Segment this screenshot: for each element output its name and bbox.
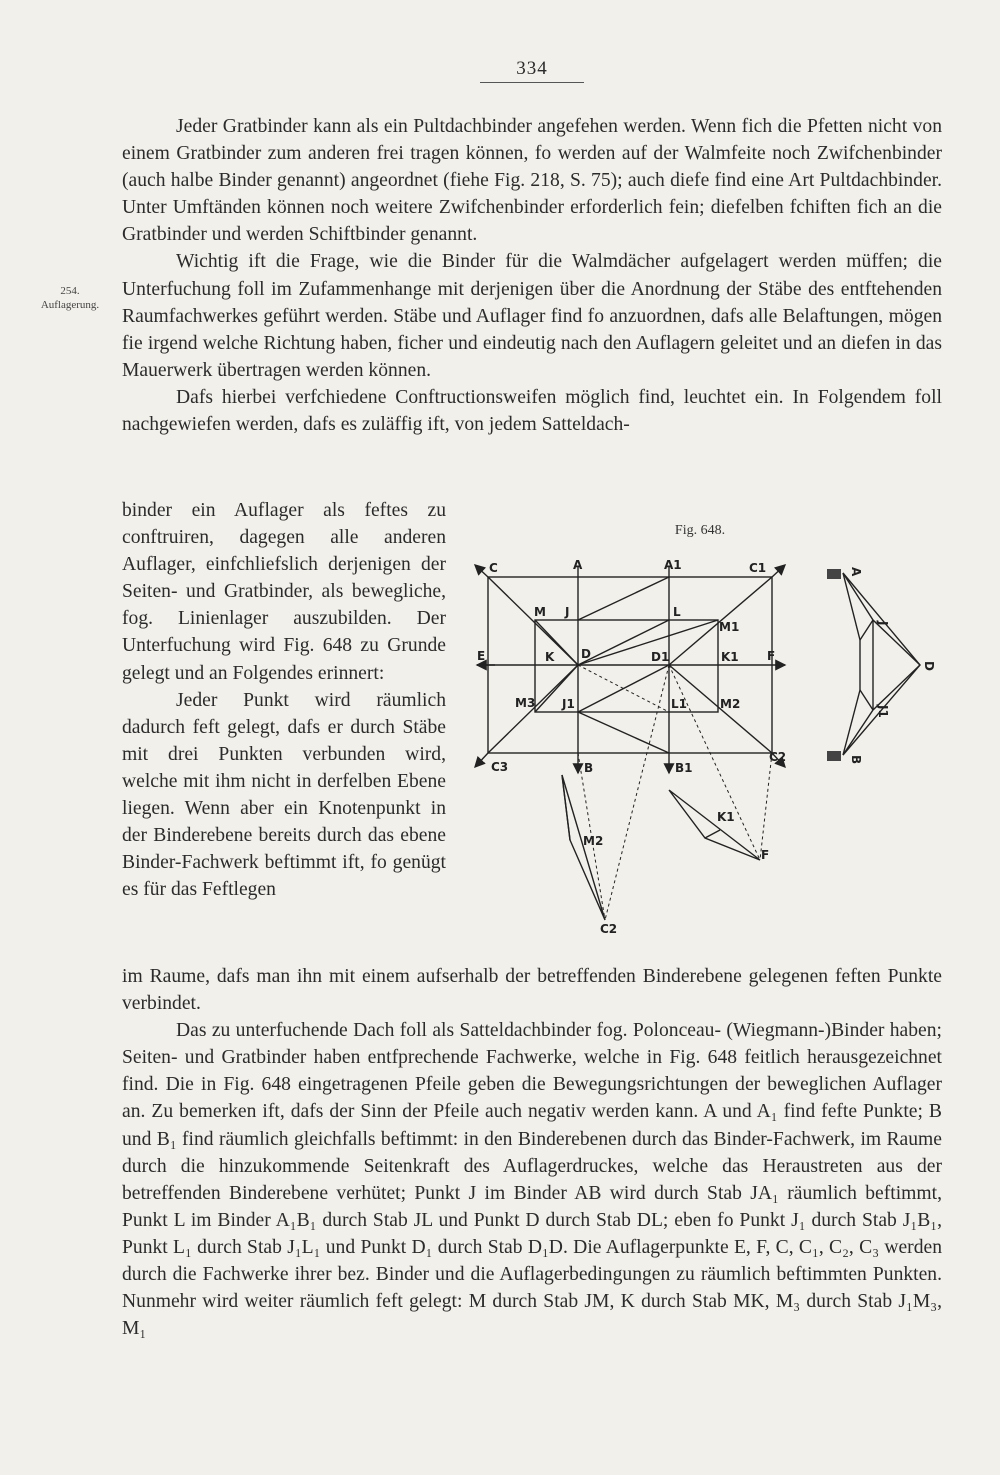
label-B1: B1 [675, 761, 693, 775]
label-D1: D1 [651, 650, 670, 664]
label-A: A [573, 558, 583, 572]
label-C1: C1 [749, 561, 767, 575]
label-M3: M3 [515, 696, 536, 710]
lower-truss-k1 [669, 790, 760, 860]
label-E: E [477, 649, 486, 663]
label-C3: C3 [491, 760, 509, 774]
label-C2: C2 [769, 750, 787, 764]
label-B: B [584, 761, 594, 775]
plan-view [475, 565, 785, 773]
side-label-B: B [849, 755, 863, 765]
side-truss-support-bottom [827, 751, 841, 761]
label-K1: K1 [721, 650, 739, 664]
lower-label-C2: C2 [600, 922, 618, 936]
side-label-J1: J1 [876, 705, 890, 718]
side-truss [843, 573, 920, 755]
side-label-D: D [922, 661, 936, 671]
label-M2: M2 [720, 697, 741, 711]
side-truss-support-top [827, 569, 841, 579]
label-L: L [673, 605, 681, 619]
label-A1: A1 [664, 558, 682, 572]
margin-note [20, 284, 120, 312]
label-M: M [534, 605, 546, 619]
margin-note-number: 254. [60, 285, 80, 297]
side-label-J: J [876, 621, 890, 626]
figure-caption: Fig. 648. [674, 523, 726, 538]
paragraph-auflagerung: Wichtig ift die Frage, wie die Binder für die Walmdächer aufgelagert werden müffen; die Unterfuchung foll im Zufammenhange mit derjenigen über die Anordnung der Stäbe des entftehenden Raumfachwerkes geführt werden. Stäbe und Auflager find fo anzuordnen, dafs alle Belaftungen, mögen fie irgend welche Richtung haben, ficher und eindeutig nach den Auflagern geleitet und an diefen in das Mauerwerk übertragen werden können. [122, 251, 942, 381]
side-label-A: A [849, 567, 863, 577]
lower-label-F: F [761, 848, 770, 862]
label-M1: M1 [719, 620, 740, 634]
label-J1: J1 [562, 697, 575, 711]
label-D: D [581, 647, 591, 661]
lower-label-K1: K1 [717, 810, 735, 824]
paragraph-constructionsweisen: Dafs hierbei verfchiedene Conftructionsweifen möglich find, leuchtet ein. In Folgendem foll nachgewiefen werden, dafs es zuläffig ift, von jedem Satteldach- [122, 386, 942, 436]
paragraph-polonceau: Das zu unterfuchende Dach foll als Satteldachbinder fog. Polonceau- (Wiegmann-)Binder haben; Seiten- und Gratbinder haben entfprechende Fachwerke, welche in Fig. 648 feitlich herausgezeichnet find. Die in Fig. 648 eingetragenen Pfeile geben die Bewegungsrichtungen der beweglichen Auflager an. Zu bemerken ift, dafs der Sinn der Pfeile auch negativ werden kann. A und A₁ find fefte Punkte; B und B₁ find räumlich gleichfalls beftimmt: in den Binderebenen durch das Binder-Fachwerk, im Raume durch die hinzukommende Seitenkraft des Auflagerdruckes, welche das Heraustreten aus der betreffenden Binderebene verhütet; Punkt J im Binder AB wird durch Stab JA₁ räumlich beftimmt, Punkt L im Binder A₁B₁ durch Stab JL und Punkt D durch Stab DL; eben fo Punkt J₁ durch Stab J₁B₁, Punkt L₁ durch Stab J₁L₁ und Punkt D₁ durch Stab D₁D. Die Auflagerpunkte E, F, C, C₁, C₂, C₃ werden durch die Fachwerke ihrer bez. Binder und die Auflagerbedingungen zu räumlich beftimmten Punkten. Nunmehr wird weiter räumlich feft gelegt: M durch Stab JM, K durch Stab MK, M₃ durch Stab J₁M₃, M₁ [122, 1020, 942, 1340]
left-text-column [122, 497, 446, 903]
label-J: J [565, 605, 570, 619]
margin-note-title: Auflagerung. [40, 299, 100, 311]
label-F: F [767, 649, 776, 663]
label-C: C [489, 561, 498, 575]
top-text-block [122, 113, 942, 438]
paragraph-gratbinder: Jeder Gratbinder kann als ein Pultdachbinder angefehen werden. Wenn fich die Pfetten nicht von einem Gratbinder zum anderen frei tragen können, fo werden auf der Walmfeite noch Zwifchenbinder (auch halbe Binder genannt) angeordnet (fiehe Fig. 218, S. 75); auch diefe find eine Art Pultdachbinder. Unter Umftänden können noch weitere Zwifchenbinder erforderlich fein; diefelben fchiften fich an die Gratbinder und werden Schiftbinder genannt. [122, 116, 942, 246]
figure-648 [455, 545, 955, 945]
label-K: K [545, 650, 555, 664]
paragraph-satteldachbinder: binder ein Auflager als feftes zu conftruiren, dagegen alle anderen Auflager, einfchliefslich derjenigen der Seiten- und Gratbinder, als bewegliche, fog. Linienlager auszubilden. Der Unterfuchung wird Fig. 648 zu Grunde gelegt und an Folgendes erinnert: [122, 500, 446, 684]
page-number: 334 [480, 58, 584, 83]
label-L1: L1 [671, 697, 687, 711]
lower-label-M2: M2 [583, 834, 604, 848]
bottom-text-block [122, 963, 942, 1342]
paragraph-raum: im Raume, dafs man ihn mit einem aufserhalb der betreffenden Binderebene gelegenen feften Punkte verbindet. [122, 966, 942, 1015]
paragraph-punkt-feststellung: Jeder Punkt wird räumlich dadurch feft gelegt, dafs er durch Stäbe mit drei Punkten verbunden wird, welche mit ihm nicht in derfelben Ebene liegen. Wenn aber ein Knotenpunkt in der Binderebene bereits durch das ebene Binder-Fachwerk beftimmt ift, fo genügt es für das Feftlegen [122, 689, 446, 901]
